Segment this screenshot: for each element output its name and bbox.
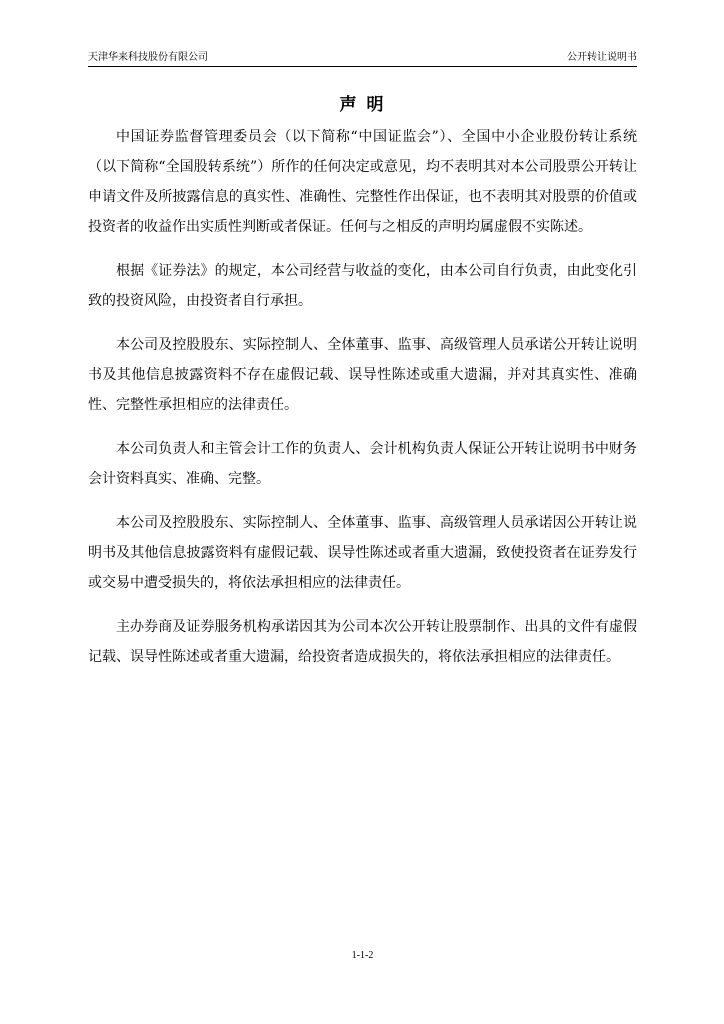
paragraph-csrc-disclaimer: 中国证券监督管理委员会（以下简称“中国证监会”）、全国中小企业股份转让系统（以下简称“全国股转系统”）所作的任何决定或意见，均不表明其对本公司股票公开转让申请文件及所披露信息的真实性、准确性、完整性作出保证，也不表明其对股票的价值或投资者的收益作出实质性判断或者保证。任何与之相反的声明均属虚假不实陈述。 [88, 129, 637, 235]
header-company-name: 天津华来科技股份有限公司 [88, 52, 208, 63]
header-document-title: 公开转让说明书 [567, 52, 637, 63]
paragraph-sponsor-commitment: 主办券商及证券服务机构承诺因其为公司本次公开转让股票制作、出具的文件有虚假记载、误导性陈述或者重大遗漏，给投资者造成损失的，将依法承担相应的法律责任。 [88, 619, 637, 665]
paragraph-financial-guarantee: 本公司负责人和主管会计工作的负责人、会计机构负责人保证公开转让说明书中财务会计资料真实、准确、完整。 [88, 441, 637, 487]
page-header [88, 49, 637, 67]
header-divider [88, 66, 637, 67]
paragraph-disclosure-commitment: 本公司及控股股东、实际控制人、全体董事、监事、高级管理人员承诺公开转让说明书及其他信息披露资料不存在虚假记载、误导性陈述或重大遗漏，并对其真实性、准确性、完整性承担相应的法律责任。 [88, 337, 637, 413]
paragraph-liability-commitment: 本公司及控股股东、实际控制人、全体董事、监事、高级管理人员承诺因公开转让说明书及其他信息披露资料有虚假记载、误导性陈述或者重大遗漏，致使投资者在证券发行或交易中遭受损失的，将依法承担相应的法律责任。 [88, 515, 637, 591]
page-number: 1-1-2 [351, 950, 374, 961]
paragraph-securities-law: 根据《证券法》的规定，本公司经营与收益的变化，由本公司自行负责，由此变化引致的投资风险，由投资者自行承担。 [88, 263, 637, 309]
page-title: 声 明 [339, 95, 386, 115]
declaration-body [88, 122, 637, 686]
